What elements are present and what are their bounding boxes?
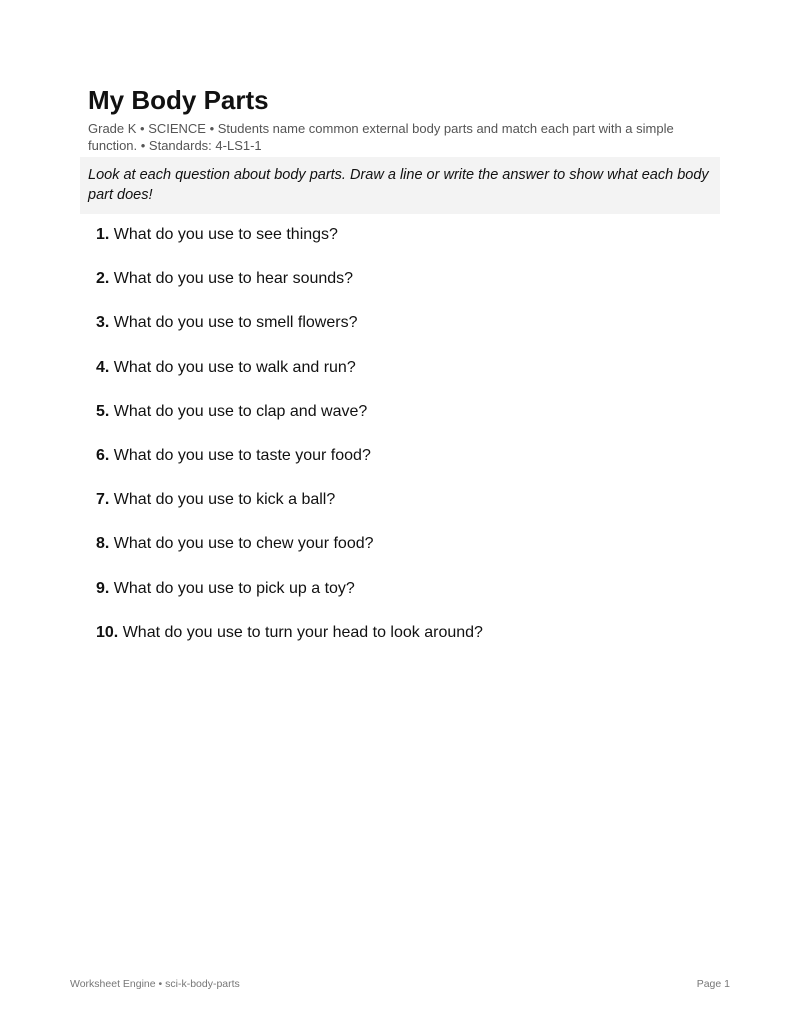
question-number: 5. — [96, 402, 110, 420]
question-number: 4. — [96, 358, 110, 376]
question-number: 10. — [96, 623, 119, 641]
question-item — [96, 224, 483, 268]
question-number: 7. — [96, 491, 110, 509]
question-text: What do you use to turn your head to look around? — [122, 623, 483, 641]
question-number: 3. — [96, 314, 110, 332]
question-text: What do you use to see things? — [113, 226, 338, 243]
question-item — [96, 533, 483, 577]
question-item — [96, 489, 483, 533]
question-item — [96, 312, 483, 356]
question-text: What do you use to pick up a toy? — [113, 579, 355, 597]
question-item — [96, 401, 483, 445]
question-number: 9. — [96, 579, 110, 597]
question-text: What do you use to hear sounds? — [113, 270, 354, 288]
question-number: 6. — [96, 446, 110, 464]
question-item — [96, 268, 483, 312]
question-text: What do you use to clap and wave? — [113, 402, 368, 420]
page-title: My Body Parts — [88, 85, 269, 115]
question-item — [96, 445, 483, 489]
question-item — [96, 622, 483, 666]
question-text: What do you use to smell flowers? — [113, 314, 358, 332]
instructions-box: Look at each question about body parts. Draw a line or write the answer to show what each body part does! — [80, 157, 720, 214]
question-number: 1. — [96, 226, 110, 243]
question-text: What do you use to kick a ball? — [113, 491, 336, 509]
question-text: What do you use to taste your food? — [113, 446, 371, 464]
question-text: What do you use to chew your food? — [113, 535, 374, 553]
question-list — [96, 224, 483, 666]
question-text: What do you use to walk and run? — [113, 358, 356, 376]
question-number: 8. — [96, 535, 110, 553]
worksheet-subtitle: Grade K • SCIENCE • Students name common external body parts and match each part with a simple function. • Standards: 4-LS1-1 — [88, 121, 674, 153]
footer-page-number: Page 1 — [696, 978, 730, 990]
question-item — [96, 357, 483, 401]
question-number: 2. — [96, 270, 110, 288]
footer-source: Worksheet Engine • sci-k-body-parts — [70, 978, 240, 990]
question-item — [96, 578, 483, 622]
